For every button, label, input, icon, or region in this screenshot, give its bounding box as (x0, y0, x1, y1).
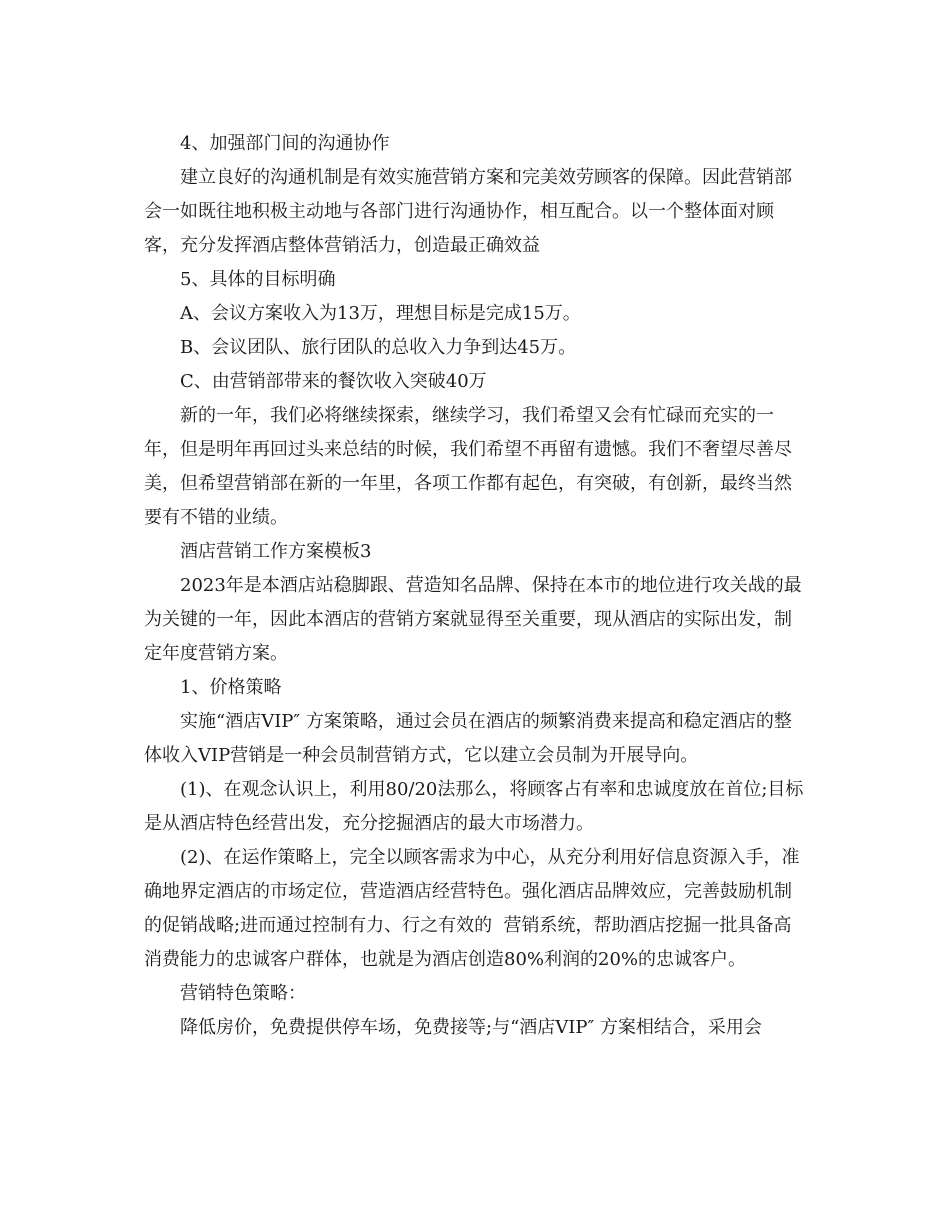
paragraph-new-year: 新的一年，我们必将继续探索，继续学习，我们希望又会有忙碌而充实的一年，但是明年再回过头来总结的时候，我们希望不再留有遗憾。我们不奢望尽善尽美，但希望营销部在新的一年里，各项工作都有起色，有突破，有创新，最终当然要有不错的业绩。 (144, 405, 792, 528)
goal-item-a: A、会议方案收入为13万，理想目标是完成15万。 (180, 303, 581, 324)
heading-feature-strategy: 营销特色策略： (180, 983, 306, 1004)
paragraph-operation: (2)、在运作策略上，完全以顾客需求为中心，从充分利用好信息资源入手，准确地界定酒店的市场定位，营造酒店经营特色。强化酒店品牌效应，完善鼓励机制的促销战略;进而通过控制有力、行之有效的 营销系统，帮助酒店挖掘一批具备高消费能力的忠诚客户群体，也就是为酒店创造80%利润的20%的忠诚客户。 (144, 847, 800, 970)
document-body (144, 127, 809, 1045)
heading-communication: 4、加强部门间的沟通协作 (180, 133, 390, 154)
paragraph-2023: 2023年是本酒店站稳脚跟、营造知名品牌、保持在本市的地位进行攻关战的最为关键的一年，因此本酒店的营销方案就显得至关重要，现从酒店的实际出发，制定年度营销方案。 (144, 575, 802, 664)
heading-goals: 5、具体的目标明确 (180, 269, 336, 290)
goal-item-c: C、由营销部带来的餐饮收入突破40万 (180, 371, 487, 392)
paragraph-communication: 建立良好的沟通机制是有效实施营销方案和完美效劳顾客的保障。因此营销部会一如既往地积极主动地与各部门进行沟通协作，相互配合。以一个整体面对顾客，充分发挥酒店整体营销活力，创造最正确效益 (144, 167, 792, 256)
paragraph-concept: (1)、在观念认识上，利用80/20法那么，将顾客占有率和忠诚度放在首位;目标是从酒店特色经营出发，充分挖掘酒店的最大市场潜力。 (144, 779, 804, 834)
goal-item-b: B、会议团队、旅行团队的总收入力争到达45万。 (180, 337, 577, 358)
heading-price-strategy: 1、价格策略 (180, 677, 282, 698)
paragraph-price-reduction: 降低房价，免费提供停车场，免费接等;与“酒店VIP″ 方案相结合，采用会 (180, 1017, 762, 1038)
paragraph-vip-strategy: 实施“酒店VIP″ 方案策略，通过会员在酒店的频繁消费来提高和稳定酒店的整体收入VIP营销是一种会员制营销方式，它以建立会员制为开展导向。 (144, 711, 792, 766)
section-title-template-3: 酒店营销工作方案模板3 (180, 541, 372, 562)
